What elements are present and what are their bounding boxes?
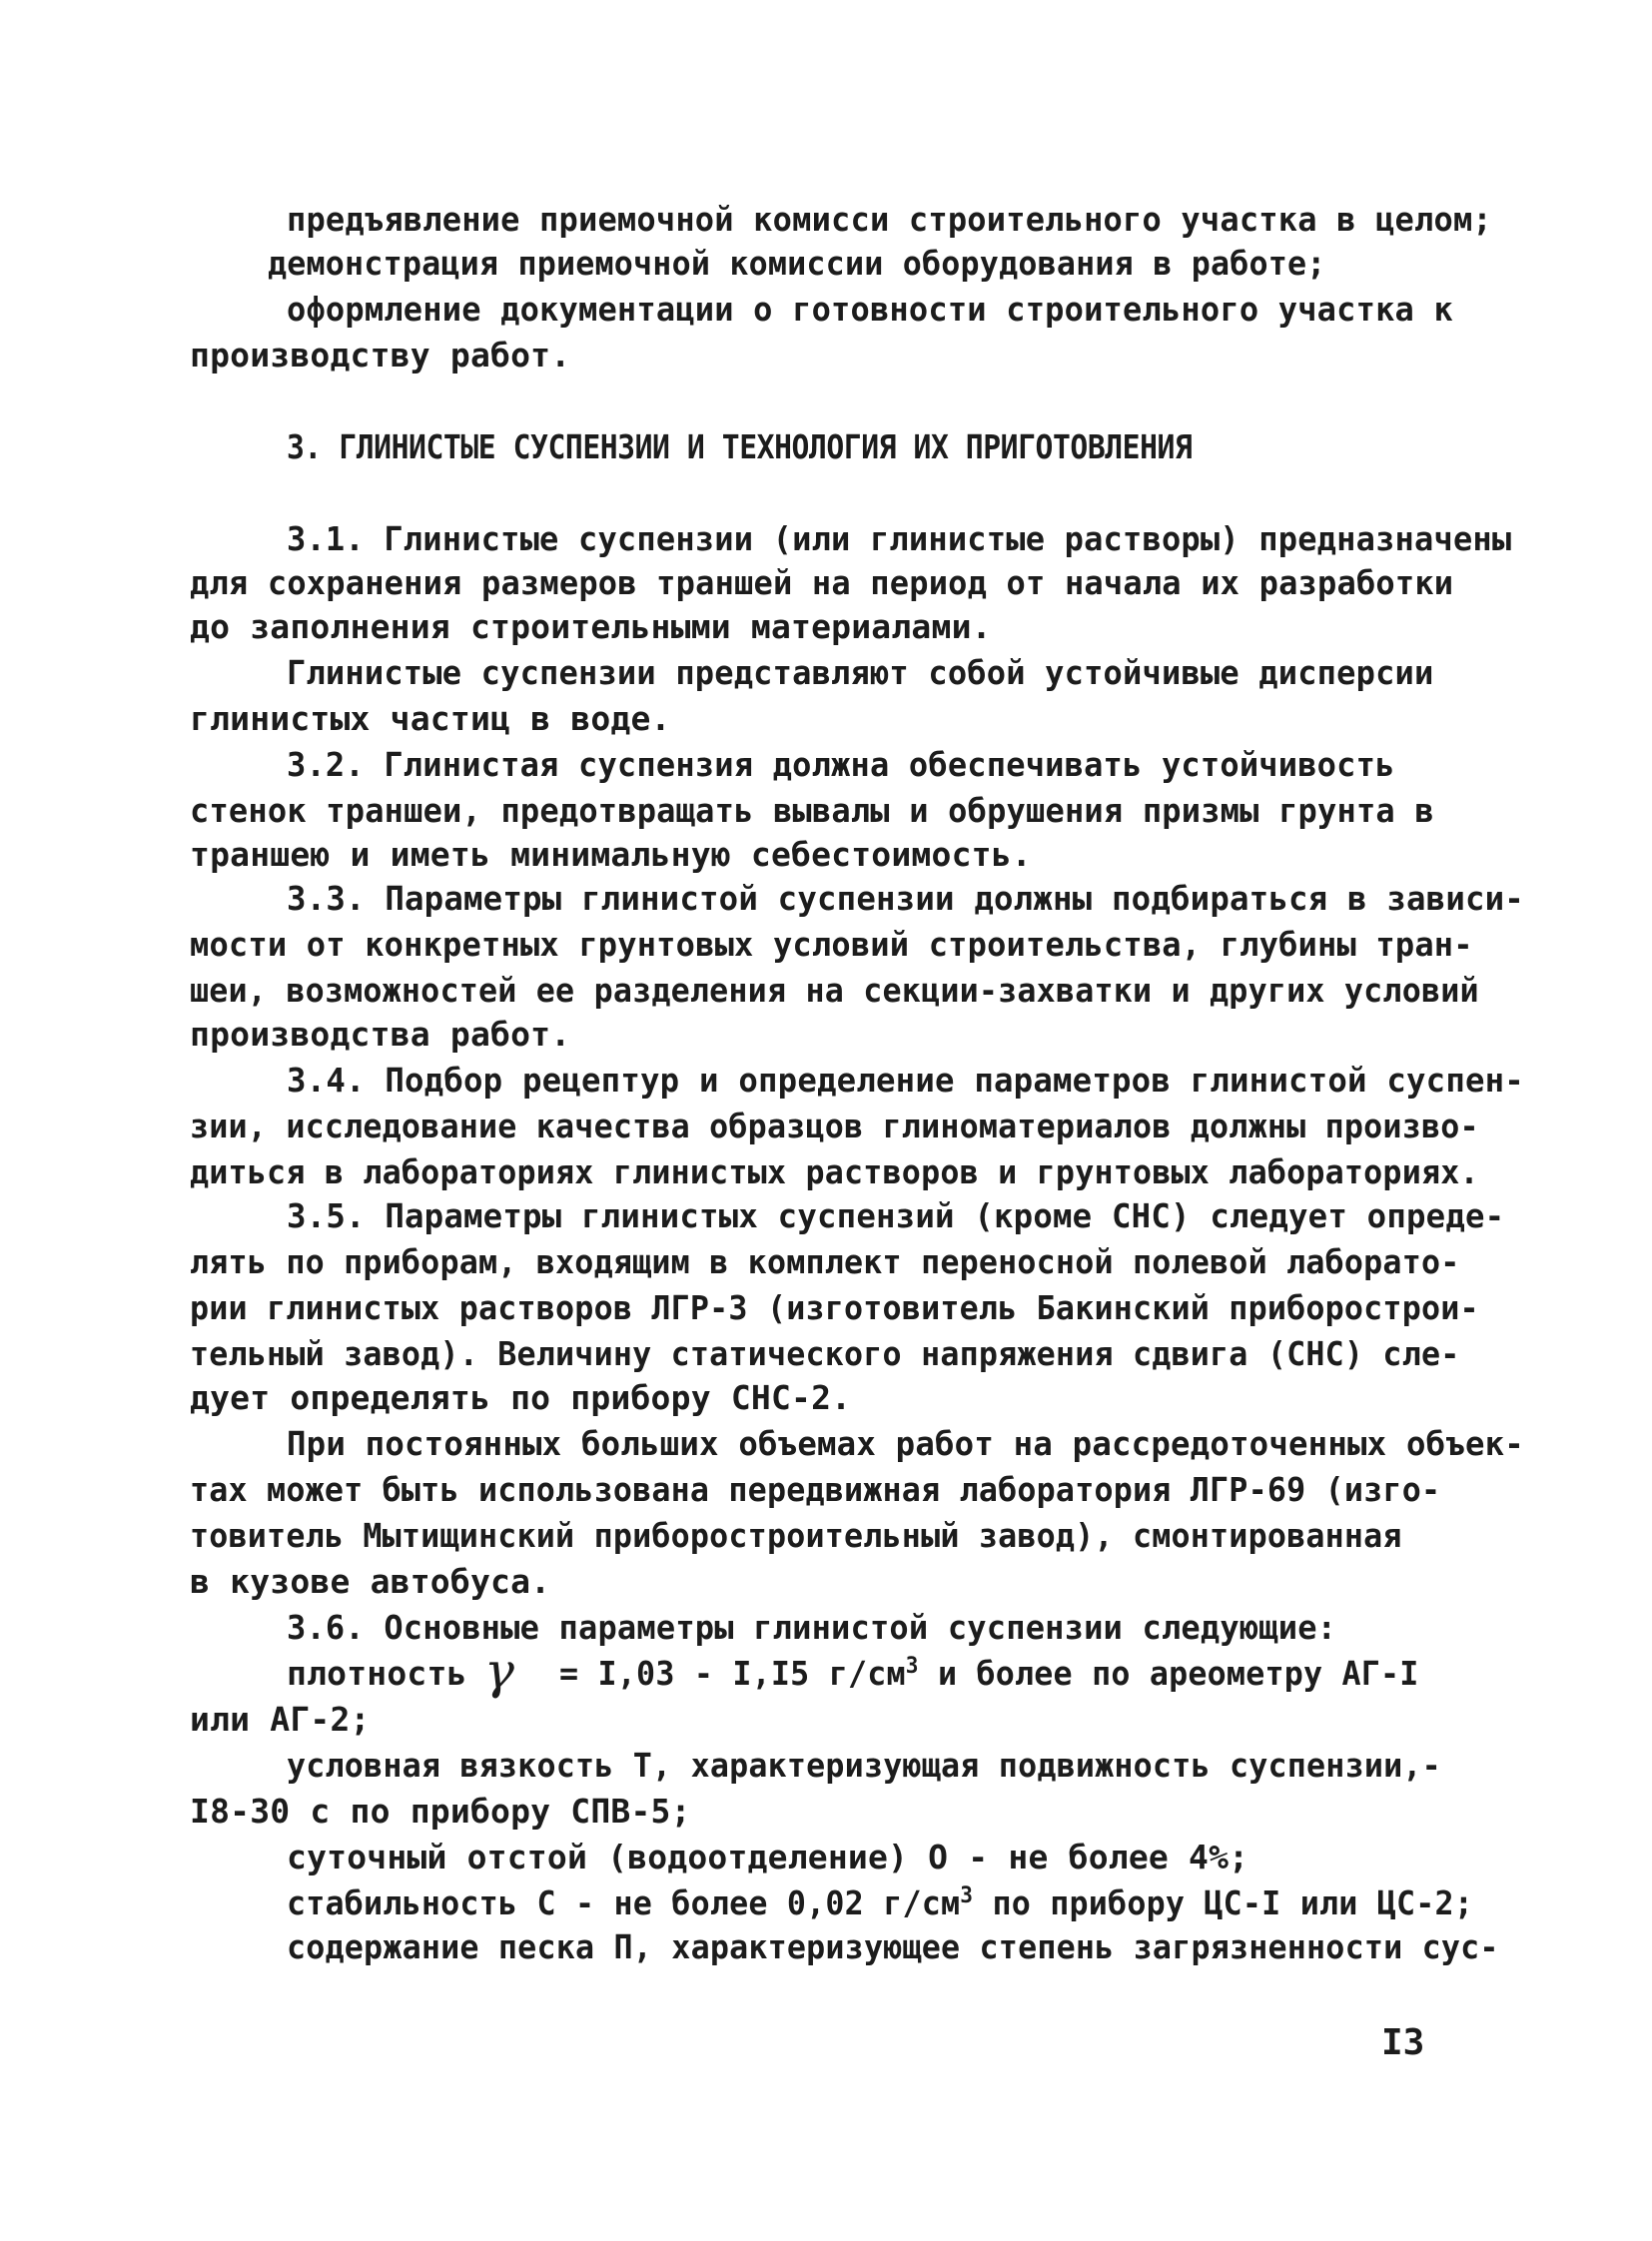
para-3-4-line-3: диться в лабораториях глинистых растворов и грунтовых лабораториях.: [190, 1152, 1479, 1191]
section-heading: 3. ГЛИНИСТЫЕ СУСПЕНЗИИ И ТЕХНОЛОГИЯ ИХ ПРИГОТОВЛЕНИЯ: [287, 427, 1193, 466]
para-3-5-line-4: тельный завод). Величину статического напряжения сдвига (СНС) сле-: [190, 1334, 1460, 1373]
para-3-5-line-5: дует определять по прибору СНС-2.: [190, 1378, 852, 1417]
para-3-5-line-3: рии глинистых растворов ЛГР-3 (изготовитель Бакинский приборострои-: [190, 1288, 1479, 1327]
para-3-2-line-2: стенок траншеи, предотвращать вывалы и обрушения призмы грунта в: [190, 791, 1434, 830]
para-3-3-line-2: мости от конкретных грунтовых условий строительства, глубины тран-: [190, 925, 1473, 964]
intro-line-3: оформление документации о готовности строительного участка к: [287, 290, 1453, 329]
intro-line-4: производству работ.: [190, 336, 571, 374]
density-value-suffix: и более по ареометру АГ-I: [918, 1654, 1419, 1693]
para-3-5-line-2: лять по приборам, входящим в комплект переносной полевой лаборато-: [190, 1242, 1460, 1281]
intro-line-2: демонстрация приемочной комиссии оборудования в работе;: [268, 244, 1326, 283]
density-symbol: γ: [484, 1642, 514, 1700]
para-lab-line-1: При постоянных больших объемах работ на рассредоточенных объек-: [287, 1424, 1524, 1463]
viscosity-line-2: I8-30 с по прибору СПВ-5;: [190, 1792, 691, 1831]
density-unit-power: 3: [905, 1654, 919, 1679]
stability-suffix: по прибору ЦС-I или ЦС-2;: [973, 1883, 1474, 1922]
para-3-1-line-3: до заполнения строительными материалами.: [190, 607, 992, 646]
density-value-prefix: = I,03 - I,I5 г/см: [559, 1654, 906, 1693]
para-lab-line-4: в кузове автобуса.: [190, 1562, 551, 1601]
page-number: I3: [1381, 2022, 1425, 2063]
para-3-5-line-1: 3.5. Параметры глинистых суспензий (кроме СНС) следует опреде-: [287, 1196, 1505, 1235]
stability-prefix: стабильность С - не более 0,02 г/см: [287, 1883, 961, 1922]
para-3-2-line-1: 3.2. Глинистая суспензия должна обеспечивать устойчивость: [287, 745, 1395, 784]
para-3-3-line-4: производства работ.: [190, 1015, 571, 1054]
para-lab-line-2: тах может быть использована передвижная лаборатория ЛГР-69 (изго-: [190, 1470, 1441, 1509]
para-3-3-line-1: 3.3. Параметры глинистой суспензии должны подбираться в зависи-: [287, 879, 1524, 918]
para-3-2-line-3: траншею и иметь минимальную себестоимость.: [190, 835, 1032, 874]
para-dispersion-line-1: Глинистые суспензии представляют собой устойчивые дисперсии: [287, 653, 1434, 692]
density-value: [559, 1654, 1419, 1694]
para-lab-line-3: товитель Мытищинский приборостроительный завод), смонтированная: [190, 1516, 1402, 1555]
stability-unit-power: 3: [960, 1883, 974, 1908]
density-label: плотность: [287, 1654, 467, 1693]
sand-line: содержание песка П, характеризующее степень загрязненности сус-: [287, 1927, 1499, 1966]
para-3-4-line-1: 3.4. Подбор рецептур и определение параметров глинистой суспен-: [287, 1061, 1524, 1100]
para-3-1-line-2: для сохранения размеров траншей на период от начала их разработки: [190, 563, 1454, 602]
stability-line: [287, 1883, 1473, 1923]
para-3-4-line-2: зии, исследование качества образцов глиноматериалов должны произво-: [190, 1107, 1479, 1145]
density-continuation: или АГ-2;: [190, 1700, 371, 1739]
viscosity-line-1: условная вязкость Т, характеризующая подвижность суспензии,-: [287, 1746, 1441, 1785]
para-3-3-line-3: шеи, возможностей ее разделения на секции-захватки и других условий: [190, 971, 1479, 1010]
intro-line-1: предъявление приемочной комисси строительного участка в целом;: [287, 200, 1492, 239]
para-3-1-line-1: 3.1. Глинистые суспензии (или глинистые растворы) предназначены: [287, 519, 1512, 558]
para-dispersion-line-2: глинистых частиц в воде.: [190, 699, 671, 738]
para-3-6: 3.6. Основные параметры глинистой суспензии следующие:: [287, 1608, 1337, 1647]
settling-line: суточный отстой (водоотделение) О - не более 4%;: [287, 1838, 1249, 1876]
